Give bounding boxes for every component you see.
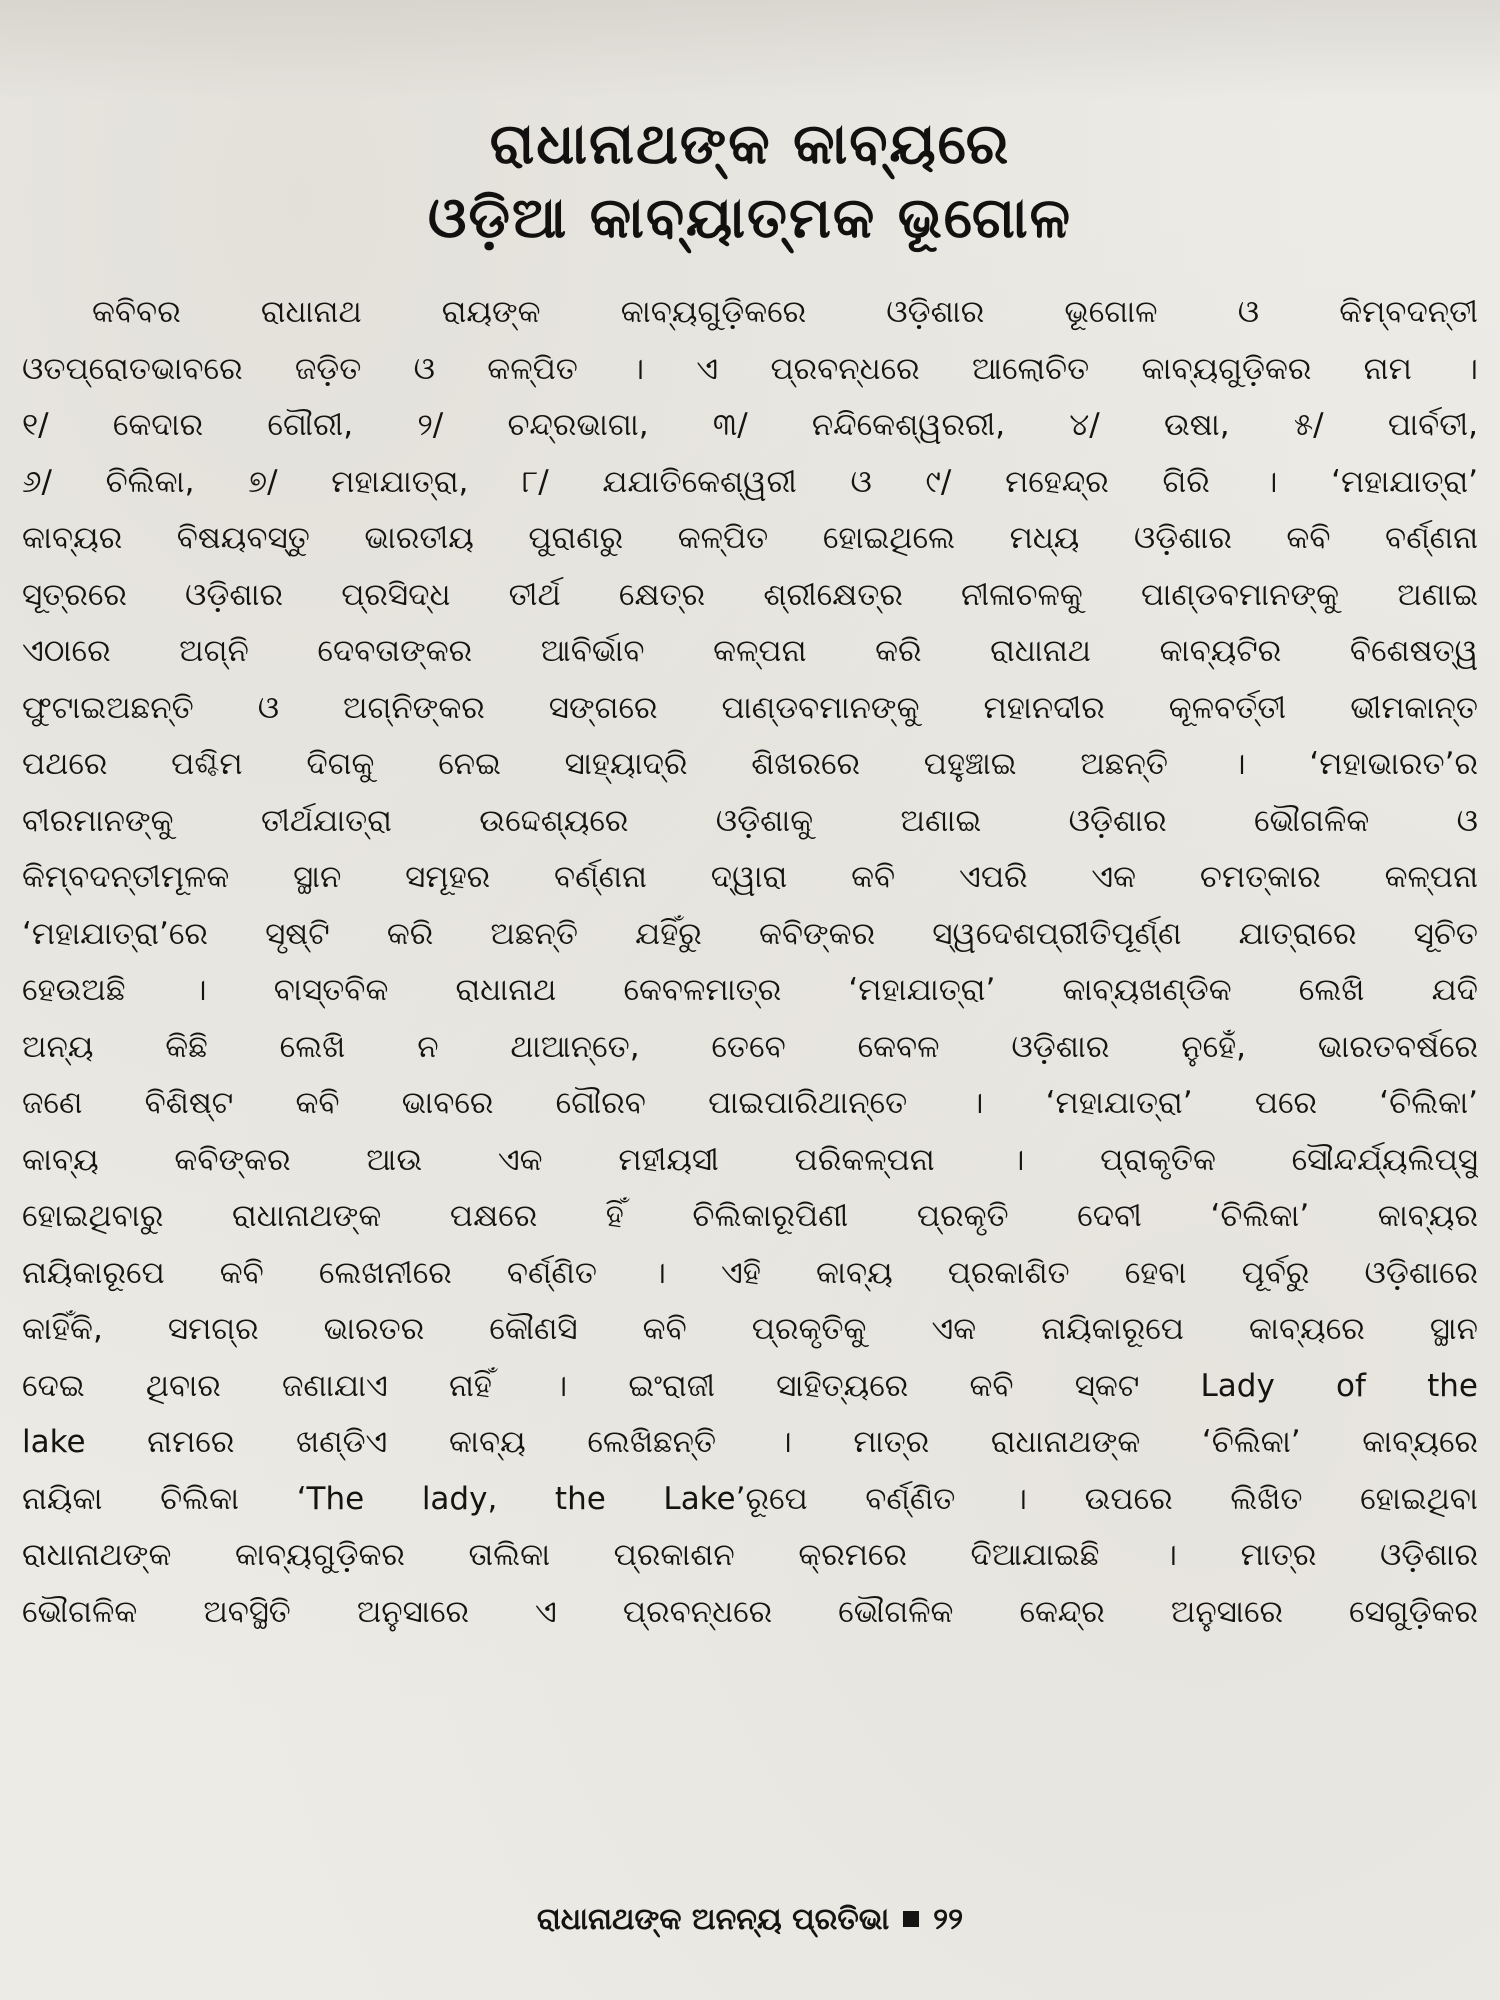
- article-title: [22, 108, 1478, 256]
- body-line: ରାଧାନାଥଙ୍କ କାବ୍ୟଗୁଡ଼ିକର ତାଲିକା ପ୍ରକାଶନ କ୍ରମରେ ଦିଆଯାଇଛି । ମାତ୍ର ଓଡ଼ିଶାର: [22, 1537, 1478, 1573]
- body-line: ଦେଇ ଥିବାର ଜଣାଯାଏ ନାହିଁ । ଇଂରାଜୀ ସାହିତ୍ୟରେ କବି ସ୍କଟ Lady of the: [22, 1367, 1478, 1404]
- body-line: ନାୟିକାରୂପେ କବି ଲେଖନୀରେ ବର୍ଣ୍ଣିତ । ଏହି କାବ୍ୟ ପ୍ରକାଶିତ ହେବା ପୂର୍ବରୁ ଓଡ଼ିଶାରେ: [22, 1254, 1478, 1291]
- article-body: [22, 284, 1478, 1640]
- body-line: ଓତପ୍ରୋତଭାବରେ ଜଡ଼ିତ ଓ କଳ୍ପିତ । ଏ ପ୍ରବନ୍ଧରେ ଆଲୋଚିତ କାବ୍ୟଗୁଡ଼ିକର ନାମ ।: [22, 350, 1478, 387]
- body-line: କିମ୍ବଦନ୍ତୀମୂଳକ ସ୍ଥାନ ସମୂହର ବର୍ଣ୍ଣନା ଦ୍ୱାରା କବି ଏପରି ଏକ ଚମତ୍କାର କଳ୍ପନା: [22, 859, 1478, 895]
- body-line: ପଥରେ ପଶ୍ଚିମ ଦିଗକୁ ନେଇ ସାହ୍ୟାଦ୍ରି ଶିଖରରେ ପହୁଞ୍ଚାଇ ଅଛନ୍ତି । ‘ମହାଭାରତ’ର: [22, 746, 1478, 782]
- page-footer: [0, 1900, 1500, 1940]
- body-line: lake ନାମରେ ଖଣ୍ଡିଏ କାବ୍ୟ ଲେଖିଛନ୍ତି । ମାତ୍ର ରାଧାନାଥଙ୍କ ‘ଚିଲିକା’ କାବ୍ୟରେ: [22, 1424, 1478, 1460]
- body-line: ବୀରମାନଙ୍କୁ ତୀର୍ଥଯାତ୍ରା ଉଦ୍ଦେଶ୍ୟରେ ଓଡ଼ିଶାକୁ ଅଣାଇ ଓଡ଼ିଶାର ଭୌଗଳିକ ଓ: [22, 802, 1478, 839]
- body-line: କାବ୍ୟ କବିଙ୍କର ଆଉ ଏକ ମହୀୟସୀ ପରିକଳ୍ପନା । ପ୍ରାକୃତିକ ସୌନ୍ଦର୍ଯ୍ୟଲିପ୍ସୁ: [22, 1141, 1478, 1178]
- title-line-1: ରାଧାନାଥଙ୍କ କାବ୍ୟରେ: [489, 112, 1011, 177]
- body-line: ସୂତ୍ରରେ ଓଡ଼ିଶାର ପ୍ରସିଦ୍ଧ ତୀର୍ଥ କ୍ଷେତ୍ର ଶ୍ରୀକ୍ଷେତ୍ର ନୀଳାଚଳକୁ ପାଣ୍ଡବମାନଙ୍କୁ ଅଣାଇ: [22, 576, 1478, 613]
- body-line: କବିବର ରାଧାନାଥ ରାୟଙ୍କ କାବ୍ୟଗୁଡ଼ିକରେ ଓଡ଼ିଶାର ଭୂଗୋଳ ଓ କିମ୍ବଦନ୍ତୀ: [92, 294, 1478, 330]
- show-through-top: [0, 0, 1500, 100]
- body-line: ଅନ୍ୟ କିଛି ଲେଖି ନ ଥାଆନ୍ତେ, ତେବେ କେବଳ ଓଡ଼ିଶାର ନୁହେଁ, ଭାରତବର୍ଷରେ: [22, 1028, 1478, 1065]
- title-line-2: ଓଡ଼ିଆ କାବ୍ୟାତ୍ମକ ଭୂଗୋଳ: [427, 186, 1073, 251]
- body-line: ‘ମହାଯାତ୍ରା’ରେ ସୃଷ୍ଟି କରି ଅଛନ୍ତି ଯହିଁରୁ କବିଙ୍କର ସ୍ୱଦେଶପ୍ରୀତିପୂର୍ଣ୍ଣ ଯାତ୍ରାରେ ସୂଚିତ: [22, 915, 1478, 952]
- footer-book-title: ରାଧାନାଥଙ୍କ ଅନନ୍ୟ ପ୍ରତିଭା: [536, 1902, 890, 1937]
- body-line: ଜଣେ ବିଶିଷ୍ଟ କବି ଭାବରେ ଗୌରବ ପାଇପାରିଥାନ୍ତେ । ‘ମହାଯାତ୍ରା’ ପରେ ‘ଚିଲିକା’: [22, 1085, 1478, 1121]
- body-line: ନାୟିକା ଚିଲିକା ‘The lady, the Lake’ରୂପେ ବର୍ଣ୍ଣିତ । ଉପରେ ଲିଖିତ ହୋଇଥିବା: [22, 1480, 1478, 1517]
- body-line: ଭୌଗଳିକ ଅବସ୍ଥିତି ଅନୁସାରେ ଏ ପ୍ରବନ୍ଧରେ ଭୌଗଳିକ କେନ୍ଦ୍ର ଅନୁସାରେ ସେଗୁଡ଼ିକର: [22, 1593, 1478, 1630]
- body-line: ୧/ କେଦାର ଗୌରୀ, ୨/ ଚନ୍ଦ୍ରଭାଗା, ୩/ ନନ୍ଦିକେଶ୍ୱରରୀ, ୪/ ଉଷା, ୫/ ପାର୍ବତୀ,: [22, 407, 1478, 443]
- page-number: ୨୨: [933, 1902, 964, 1937]
- body-line: ଫୁଟାଇଅଛନ୍ତି ଓ ଅଗ୍ନିଙ୍କର ସଙ୍ଗରେ ପାଣ୍ଡବମାନଙ୍କୁ ମହାନଦୀର କୂଳବର୍ତ୍ତୀ ଭୀମକାନ୍ତ: [22, 689, 1478, 726]
- body-line: କାବ୍ୟର ବିଷୟବସ୍ତୁ ଭାରତୀୟ ପୁରାଣରୁ କଳ୍ପିତ ହୋଇଥିଲେ ମଧ୍ୟ ଓଡ଼ିଶାର କବି ବର୍ଣ୍ଣନା: [22, 520, 1478, 556]
- body-line: ହୋଇଥିବାରୁ ରାଧାନାଥଙ୍କ ପକ୍ଷରେ ହିଁ ଚିଲିକାରୂପିଣୀ ପ୍ରକୃତି ଦେବୀ ‘ଚିଲିକା’ କାବ୍ୟର: [22, 1198, 1478, 1234]
- body-line: ଏଠାରେ ଅଗ୍ନି ଦେବତାଙ୍କର ଆବିର୍ଭାବ କଳ୍ପନା କରି ରାଧାନାଥ କାବ୍ୟଟିର ବିଶେଷତ୍ୱ: [22, 633, 1478, 669]
- body-line: କାହିଁକି, ସମଗ୍ର ଭାରତର କୌଣସି କବି ପ୍ରକୃତିକୁ ଏକ ନାୟିକାରୂପେ କାବ୍ୟରେ ସ୍ଥାନ: [22, 1311, 1478, 1347]
- body-line: ହେଉଅଛି । ବାସ୍ତବିକ ରାଧାନାଥ କେବଳମାତ୍ର ‘ମହାଯାତ୍ରା’ କାବ୍ୟଖଣ୍ଡିକ ଲେଖି ଯଦି: [22, 972, 1478, 1008]
- body-line: ୬/ ଚିଲିକା, ୭/ ମହାଯାତ୍ରା, ୮/ ଯଯାତିକେଶ୍ୱରୀ ଓ ୯/ ମହେନ୍ଦ୍ର ଗିରି । ‘ମହାଯାତ୍ରା’: [22, 463, 1478, 500]
- footer-separator: [903, 1911, 919, 1927]
